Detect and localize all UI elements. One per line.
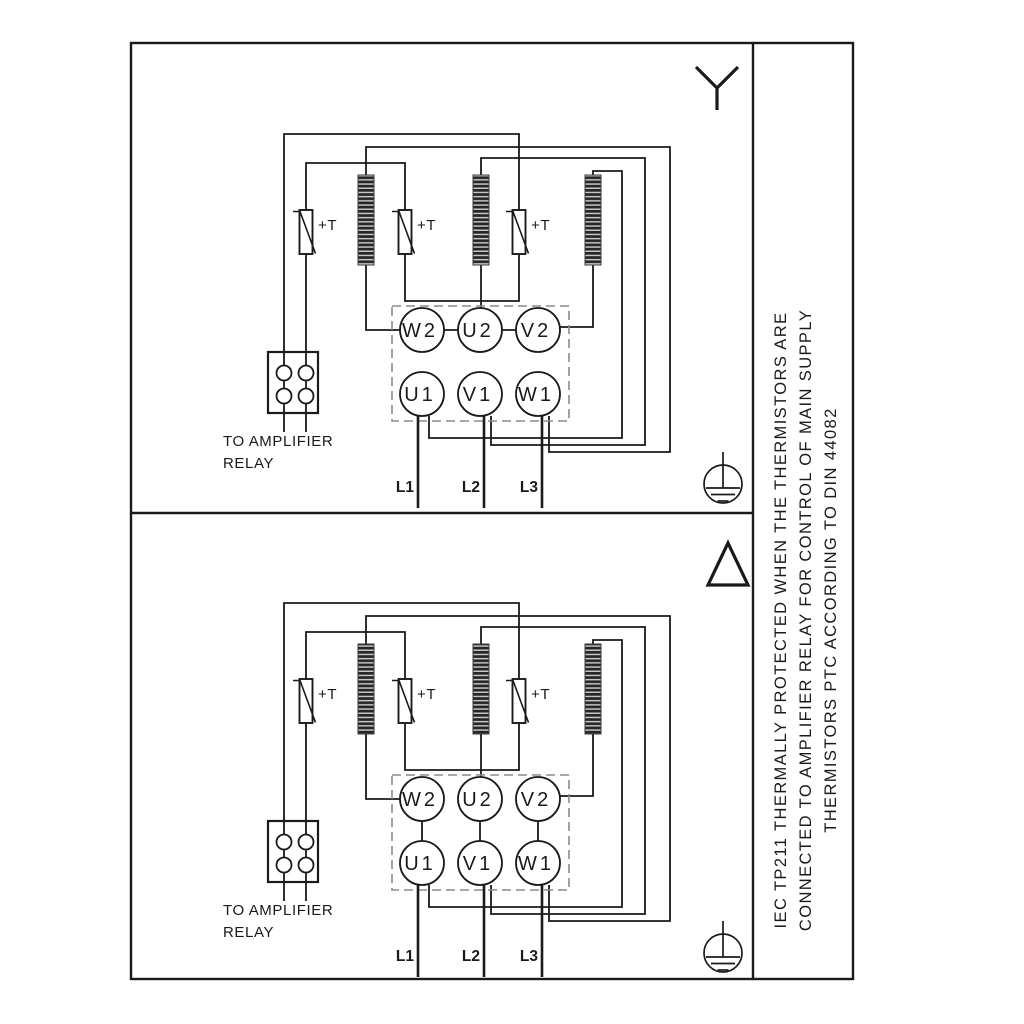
terminal-label: V1: [462, 853, 494, 875]
relay-caption: RELAY: [223, 455, 275, 472]
thermistors: [293, 679, 550, 723]
terminal-board: [392, 775, 569, 890]
note-line: CONNECTED TO AMPLIFIER RELAY FOR CONTROL OF MAIN SUPPLY: [797, 308, 815, 932]
terminal-label: W2: [402, 789, 438, 811]
relay-caption: RELAY: [223, 924, 275, 941]
supply-label: L2: [461, 479, 480, 496]
note-line: IEC TP211 THERMALLY PROTECTED WHEN THE THERMISTORS ARE: [772, 311, 790, 929]
sidebar-note: [772, 309, 840, 931]
motor-windings: [358, 175, 601, 265]
relay-caption: TO AMPLIFIER: [223, 902, 334, 919]
star-connection-icon: [696, 67, 738, 110]
terminal-label: V1: [462, 384, 494, 406]
supply-label: L1: [395, 479, 414, 496]
delta-connection-icon: [708, 543, 748, 585]
ground-icon: [704, 452, 742, 503]
winding-coil: [473, 175, 489, 265]
amplifier-relay-block: [223, 821, 333, 941]
terminal-label: U1: [404, 853, 436, 875]
panel-delta: [223, 543, 748, 977]
supply-label: L2: [461, 948, 480, 965]
relay-caption: TO AMPLIFIER: [223, 433, 334, 450]
terminal-board: [392, 306, 569, 421]
winding-coil: [585, 644, 601, 734]
thermistor-label: +T: [318, 686, 338, 703]
winding-coil: [358, 644, 374, 734]
supply-label: L3: [519, 479, 538, 496]
panel-star: [223, 67, 742, 508]
winding-coil: [585, 175, 601, 265]
winding-coil: [473, 644, 489, 734]
thermistor-label: +T: [417, 217, 437, 234]
motor-windings: [358, 644, 601, 734]
terminal-label: U2: [462, 320, 494, 342]
delta-links: [422, 821, 538, 841]
thermistors: [293, 210, 550, 254]
supply-label: L3: [519, 948, 538, 965]
amplifier-relay-block: [223, 352, 333, 472]
terminal-label: U1: [404, 384, 436, 406]
ground-icon: [704, 921, 742, 972]
thermistor-label: +T: [417, 686, 437, 703]
thermistor-label: +T: [531, 217, 551, 234]
supply-lines: [396, 416, 542, 508]
terminal-label: V2: [520, 320, 552, 342]
terminal-label: W1: [518, 384, 554, 406]
outer-frame: [131, 43, 853, 979]
supply-lines: [396, 885, 542, 977]
thermistor-label: +T: [531, 686, 551, 703]
terminal-label: W1: [518, 853, 554, 875]
terminal-label: U2: [462, 789, 494, 811]
supply-label: L1: [395, 948, 414, 965]
thermistor-label: +T: [318, 217, 338, 234]
terminal-label: V2: [520, 789, 552, 811]
terminal-label: W2: [402, 320, 438, 342]
winding-coil: [358, 175, 374, 265]
note-line: THERMISTORS PTC ACCORDING TO DIN 44082: [822, 407, 840, 833]
